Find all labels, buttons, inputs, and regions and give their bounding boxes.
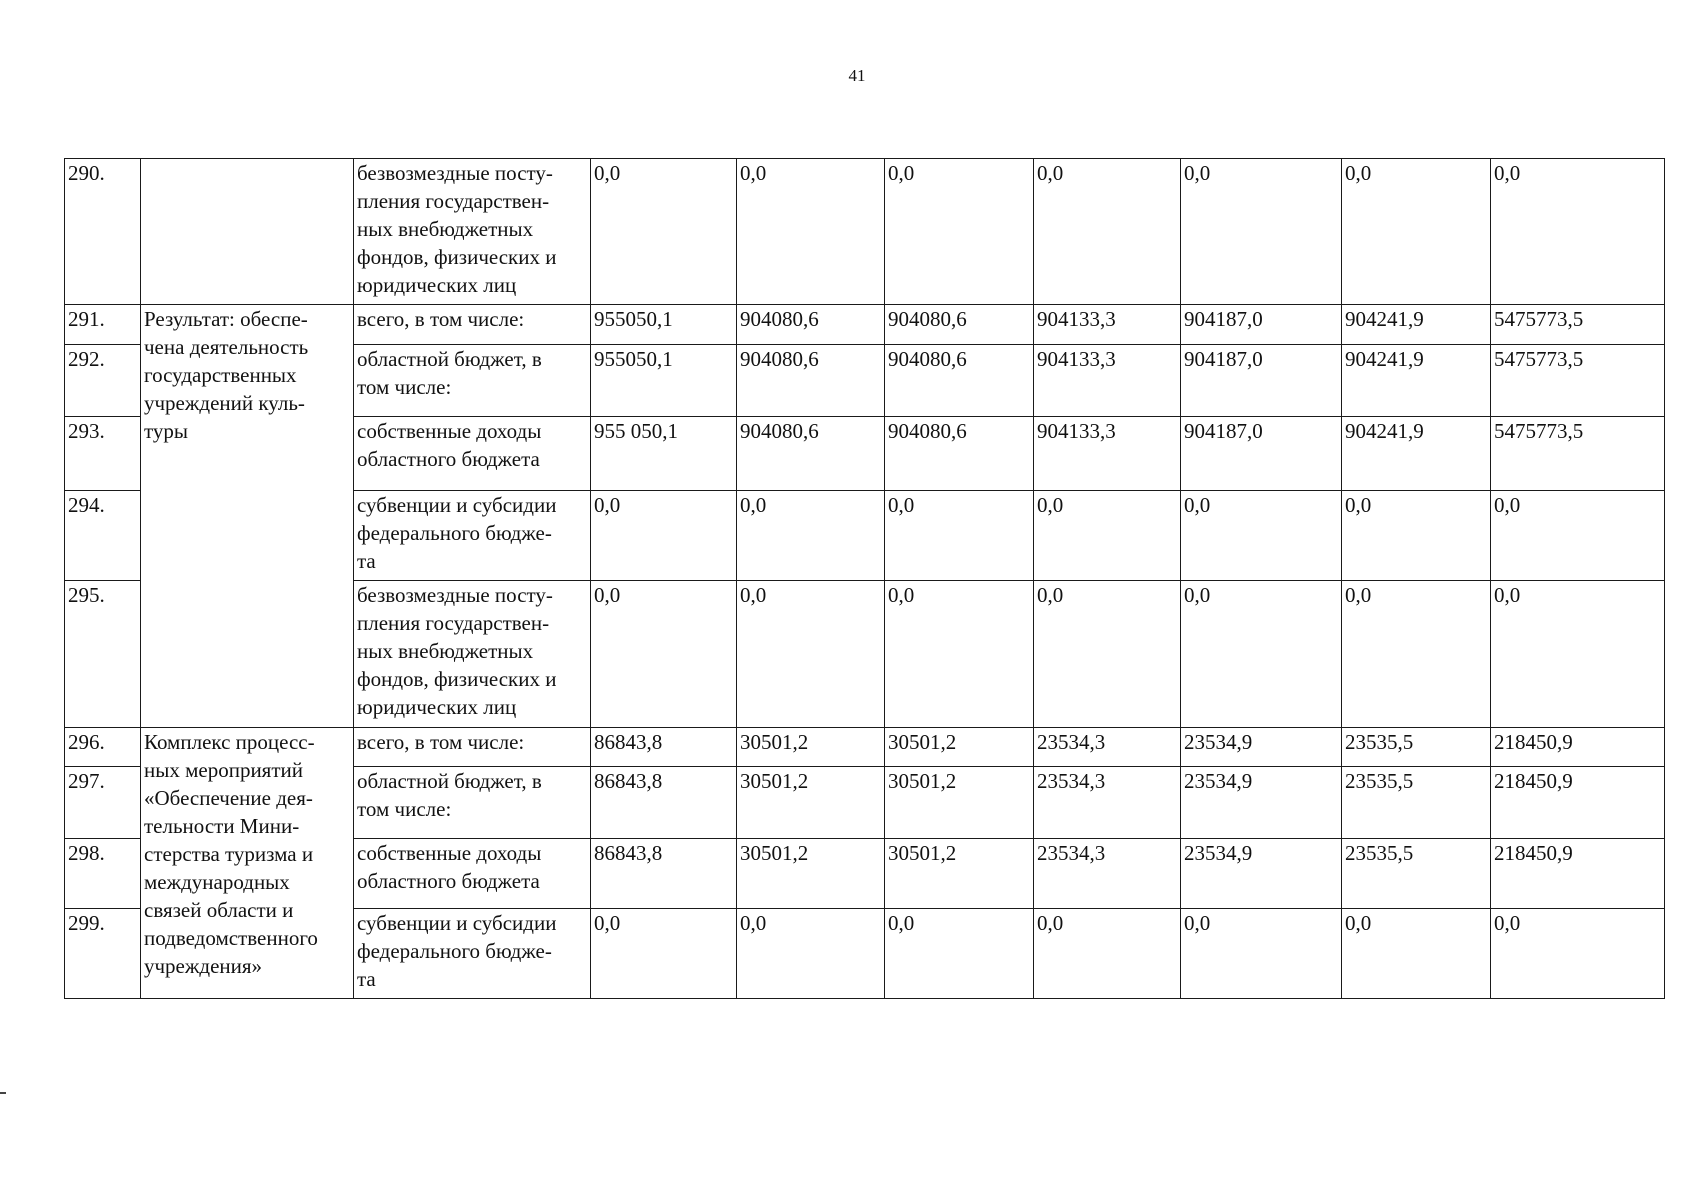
- funding-source-label: собственные доходы областного бюджета: [357, 841, 542, 893]
- value-cell: 904080,6: [737, 305, 885, 345]
- value-cell: 955050,1: [591, 345, 737, 417]
- value-cell: 904133,3: [1034, 345, 1181, 417]
- value-cell: 0,0: [1034, 159, 1181, 305]
- value-cell: 23534,9: [1181, 767, 1342, 839]
- table-row: [65, 159, 1665, 305]
- row-number: 290.: [65, 159, 141, 305]
- value-cell: 86843,8: [591, 767, 737, 839]
- value-cell: 30501,2: [885, 767, 1034, 839]
- value-cell: 904133,3: [1034, 417, 1181, 491]
- value-cell: 86843,8: [591, 728, 737, 767]
- funding-source-cell: [354, 159, 591, 305]
- value-cell: 904080,6: [885, 417, 1034, 491]
- value-cell: 30501,2: [737, 728, 885, 767]
- value-cell: 904133,3: [1034, 305, 1181, 345]
- group-cell: [141, 728, 354, 999]
- value-cell: 23534,3: [1034, 839, 1181, 909]
- row-number: 291.: [65, 305, 141, 345]
- funding-source-cell: [354, 839, 591, 909]
- value-cell: 0,0: [1034, 581, 1181, 728]
- funding-source-cell: [354, 767, 591, 839]
- group-label: Результат: обеспе- чена деятельность государственных учреждений куль- туры: [144, 307, 309, 443]
- value-cell: 0,0: [1491, 581, 1665, 728]
- value-cell: 30501,2: [885, 728, 1034, 767]
- row-number: 298.: [65, 839, 141, 909]
- group-cell: [141, 305, 354, 728]
- value-cell: 5475773,5: [1491, 305, 1665, 345]
- value-cell: 955050,1: [591, 305, 737, 345]
- value-cell: 0,0: [591, 909, 737, 999]
- value-cell: 86843,8: [591, 839, 737, 909]
- funding-source-label: областной бюджет, в том числе:: [357, 347, 542, 399]
- value-cell: 0,0: [1491, 159, 1665, 305]
- value-cell: 23534,9: [1181, 728, 1342, 767]
- row-number: 299.: [65, 909, 141, 999]
- funding-source-label: областной бюджет, в том числе:: [357, 769, 542, 821]
- value-cell: 0,0: [885, 909, 1034, 999]
- funding-source-label: всего, в том числе:: [357, 730, 525, 754]
- value-cell: 0,0: [1181, 159, 1342, 305]
- funding-source-label: безвозмездные посту- пления государствен- ных внебюджетных фондов, физических и юридических лиц: [357, 583, 557, 719]
- value-cell: 23535,5: [1342, 839, 1491, 909]
- value-cell: 218450,9: [1491, 728, 1665, 767]
- funding-source-cell: [354, 305, 591, 345]
- table-row: [65, 728, 1665, 767]
- funding-source-label: субвенции и субсидии федерального бюдже- та: [357, 493, 557, 573]
- row-number: 296.: [65, 728, 141, 767]
- value-cell: 30501,2: [737, 767, 885, 839]
- value-cell: 5475773,5: [1491, 345, 1665, 417]
- value-cell: 0,0: [885, 491, 1034, 581]
- funding-source-label: собственные доходы областного бюджета: [357, 419, 542, 471]
- value-cell: 0,0: [1342, 159, 1491, 305]
- value-cell: 904241,9: [1342, 345, 1491, 417]
- value-cell: 904187,0: [1181, 305, 1342, 345]
- funding-source-cell: [354, 491, 591, 581]
- scan-mark: [0, 1092, 6, 1094]
- funding-source-label: субвенции и субсидии федерального бюдже- та: [357, 911, 557, 991]
- funding-source-label: безвозмездные посту- пления государствен- ных внебюджетных фондов, физических и юридических лиц: [357, 161, 557, 297]
- value-cell: 0,0: [737, 909, 885, 999]
- value-cell: 904187,0: [1181, 417, 1342, 491]
- value-cell: 218450,9: [1491, 767, 1665, 839]
- row-number: 292.: [65, 345, 141, 417]
- value-cell: 904080,6: [737, 417, 885, 491]
- budget-table: [64, 158, 1665, 999]
- value-cell: 23535,5: [1342, 728, 1491, 767]
- funding-source-cell: [354, 728, 591, 767]
- value-cell: 23534,9: [1181, 839, 1342, 909]
- value-cell: 0,0: [885, 581, 1034, 728]
- value-cell: 0,0: [591, 581, 737, 728]
- value-cell: 0,0: [1342, 581, 1491, 728]
- table-row: [65, 305, 1665, 345]
- value-cell: 218450,9: [1491, 839, 1665, 909]
- value-cell: 904241,9: [1342, 417, 1491, 491]
- value-cell: 5475773,5: [1491, 417, 1665, 491]
- value-cell: 904241,9: [1342, 305, 1491, 345]
- table-body: [65, 159, 1665, 999]
- row-number: 293.: [65, 417, 141, 491]
- value-cell: 0,0: [591, 491, 737, 581]
- value-cell: 0,0: [1342, 491, 1491, 581]
- funding-source-cell: [354, 909, 591, 999]
- value-cell: 904080,6: [885, 305, 1034, 345]
- value-cell: 0,0: [1181, 909, 1342, 999]
- value-cell: 30501,2: [885, 839, 1034, 909]
- value-cell: 0,0: [1491, 491, 1665, 581]
- group-label: Комплекс процесс- ных мероприятий «Обеспечение дея- тельности Мини- стерства туризма и международных связей области и подведомственного учреждения»: [144, 730, 318, 978]
- value-cell: 0,0: [1491, 909, 1665, 999]
- page-number: 41: [848, 66, 866, 85]
- group-cell-empty: [141, 159, 354, 305]
- value-cell: 0,0: [1181, 581, 1342, 728]
- row-number: 297.: [65, 767, 141, 839]
- value-cell: 0,0: [1342, 909, 1491, 999]
- value-cell: 0,0: [1034, 909, 1181, 999]
- value-cell: 23535,5: [1342, 767, 1491, 839]
- value-cell: 0,0: [737, 491, 885, 581]
- value-cell: 23534,3: [1034, 728, 1181, 767]
- value-cell: 0,0: [1181, 491, 1342, 581]
- funding-source-cell: [354, 345, 591, 417]
- value-cell: 904187,0: [1181, 345, 1342, 417]
- value-cell: 0,0: [885, 159, 1034, 305]
- value-cell: 0,0: [1034, 491, 1181, 581]
- value-cell: 0,0: [737, 159, 885, 305]
- value-cell: 904080,6: [737, 345, 885, 417]
- row-number: 294.: [65, 491, 141, 581]
- funding-source-cell: [354, 581, 591, 728]
- value-cell: 23534,3: [1034, 767, 1181, 839]
- funding-source-cell: [354, 417, 591, 491]
- value-cell: 955 050,1: [591, 417, 737, 491]
- row-number: 295.: [65, 581, 141, 728]
- value-cell: 30501,2: [737, 839, 885, 909]
- value-cell: 0,0: [591, 159, 737, 305]
- funding-source-label: всего, в том числе:: [357, 307, 525, 331]
- value-cell: 904080,6: [885, 345, 1034, 417]
- value-cell: 0,0: [737, 581, 885, 728]
